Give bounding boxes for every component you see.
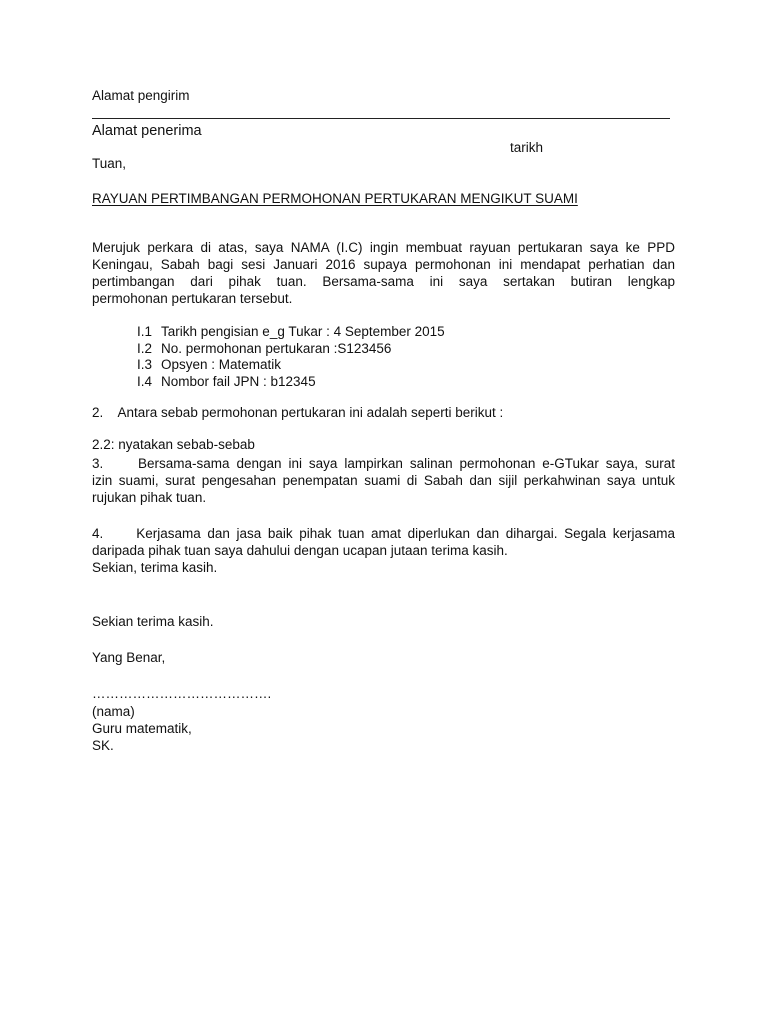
list-item-number: I.3 [137, 357, 153, 372]
sender-address-line [92, 118, 670, 119]
paragraph-line: 3. Bersama-sama dengan ini saya lampirkan salinan permohonan e-GTukar saya, surat [92, 456, 675, 471]
application-details-list [137, 323, 445, 389]
paragraph-line: 4. Kerjasama dan jasa baik pihak tuan amat diperlukan dan dihargai. Segala kerjasama [92, 526, 675, 541]
list-item-text: No. permohonan pertukaran :S123456 [161, 340, 392, 356]
point-2-2: 2.2: nyatakan sebab-sebab [92, 437, 255, 452]
signature-dots: …………………………………. [92, 686, 272, 701]
paragraph-line: Merujuk perkara di atas, saya NAMA (I.C) ingin membuat rayuan pertukaran saya ke PPD [92, 240, 675, 255]
paragraph-line: daripada pihak tuan saya dahului dengan ucapan jutaan terima kasih. [92, 543, 508, 558]
list-item-number: I.1 [137, 324, 153, 339]
letter-subject: RAYUAN PERTIMBANGAN PERMOHONAN PERTUKARAN MENGIKUT SUAMI [92, 191, 578, 206]
paragraph-line: Keningau, Sabah bagi sesi Januari 2016 supaya permohonan ini mendapat perhatian dan [92, 257, 675, 272]
point-2: 2. Antara sebab permohonan pertukaran ini adalah seperti berikut : [92, 405, 504, 420]
date-label: tarikh [510, 140, 544, 155]
intro-paragraph [92, 239, 675, 307]
paragraph-line: Sekian, terima kasih. [92, 560, 218, 575]
sender-address-label: Alamat pengirim [92, 88, 190, 103]
point-4-paragraph [92, 525, 675, 576]
paragraph-line: pertimbangan dari pihak tuan. Bersama-sama ini saya sertakan butiran lengkap [92, 274, 675, 289]
list-item [137, 340, 445, 357]
salutation: Tuan, [92, 156, 127, 171]
list-item [137, 356, 445, 373]
school-name: SK. [92, 738, 114, 753]
recipient-address-label: Alamat penerima [92, 123, 202, 139]
paragraph-line: permohonan pertukaran tersebut. [92, 291, 293, 306]
sign-off: Yang Benar, [92, 650, 166, 665]
list-item-text: Nombor fail JPN : b12345 [161, 373, 316, 389]
list-item-number: I.4 [137, 373, 153, 389]
closing-thanks: Sekian terima kasih. [92, 614, 214, 629]
list-item [137, 323, 445, 340]
list-item-text: Tarikh pengisian e_g Tukar : 4 September 2015 [161, 324, 445, 339]
point-3-paragraph [92, 455, 675, 506]
paragraph-line: izin suami, surat pengesahan penempatan suami di Sabah dan sijil perkahwinan saya untuk [92, 473, 675, 488]
list-item-number: I.2 [137, 340, 153, 356]
paragraph-line: rujukan pihak tuan. [92, 490, 207, 505]
list-item [137, 373, 445, 390]
list-item-text: Opsyen : Matematik [161, 357, 282, 372]
signatory-name: (nama) [92, 704, 135, 719]
signatory-title: Guru matematik, [92, 721, 192, 736]
